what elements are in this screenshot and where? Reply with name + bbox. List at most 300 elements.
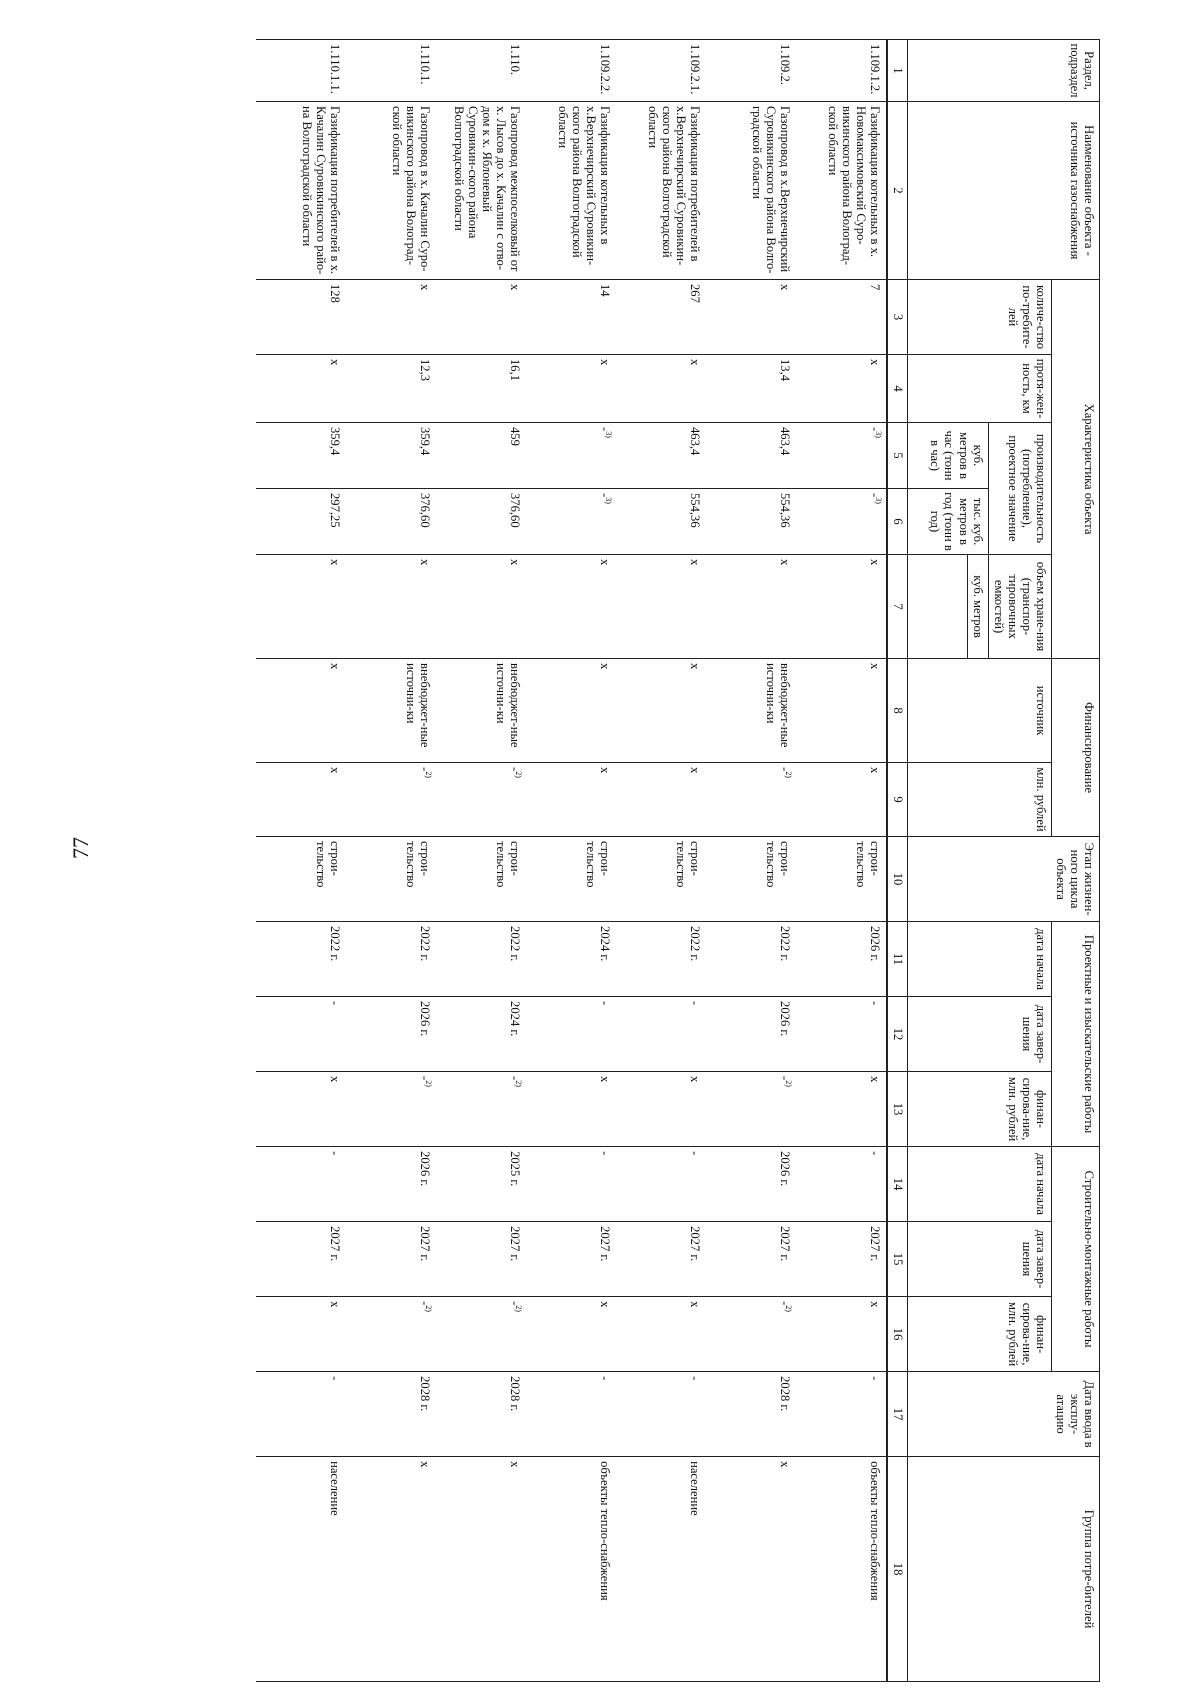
rotated-table-container <box>160 39 1100 1679</box>
footnote-marker: 2) <box>784 1080 794 1087</box>
cell-value: - <box>778 1301 793 1306</box>
cell-value: х <box>328 559 343 566</box>
cell-value: 128 <box>328 284 343 303</box>
cell-value: объекты тепло-снабжения <box>598 1461 613 1601</box>
cell-value: 1.109.2.2. <box>598 44 613 95</box>
header-mln-rub: млн. рублей <box>907 763 1051 837</box>
cell-c8 <box>796 659 887 763</box>
cell-value: Газификация потребителей в х. Качалин Суровикинского райо-на Волгоградской области <box>300 106 343 275</box>
cell-c8 <box>346 659 436 763</box>
cell-value: 2025 г. <box>508 1151 523 1187</box>
header-section: Раздел, подраздел <box>907 40 1099 102</box>
cell-c9 <box>256 763 346 837</box>
column-number: 5 <box>887 423 907 489</box>
cell-c14 <box>346 1147 436 1222</box>
cell-value: 376,60 <box>508 493 523 528</box>
cell-value: х <box>598 767 613 774</box>
column-number: 15 <box>887 1222 907 1297</box>
cell-value: 2027 г. <box>328 1226 343 1262</box>
header-construction-financing: финан-сирова-ние, млн. рублей <box>907 1297 1051 1372</box>
cell-value: х <box>598 1076 613 1083</box>
cell-c8 <box>706 659 796 763</box>
header-consumer-group: Группа потре-бителей <box>907 1457 1099 1682</box>
cell-c18 <box>796 1457 887 1682</box>
header-source: источник <box>907 659 1051 763</box>
cell-c10 <box>526 837 616 922</box>
cell-value: 297,25 <box>328 493 343 528</box>
cell-value: - <box>868 1376 883 1381</box>
cell-c14 <box>436 1147 526 1222</box>
cell-c15 <box>346 1222 436 1297</box>
cell-c11 <box>346 922 436 997</box>
footnote-marker: 3) <box>604 431 614 438</box>
cell-c9 <box>616 763 706 837</box>
cell-c9 <box>346 763 436 837</box>
cell-name <box>706 102 796 280</box>
cell-value: строи-тельство <box>584 841 613 888</box>
cell-value: - <box>868 1001 883 1006</box>
cell-value: строи-тельство <box>404 841 433 888</box>
cell-value: - <box>328 1376 343 1381</box>
header-capacity: производительность (потребление), проектное значение <box>988 423 1051 555</box>
cell-c6 <box>526 489 616 555</box>
header-design-end: дата завер-шения <box>907 997 1051 1072</box>
cell-c7 <box>706 555 796 659</box>
cell-c7 <box>796 555 887 659</box>
header-financing: Финансирование <box>1052 659 1100 837</box>
cell-c12 <box>346 997 436 1072</box>
cell-value: х <box>418 1461 433 1468</box>
cell-c13 <box>436 1072 526 1147</box>
cell-value: внебюджет-ные источни-ки <box>764 663 793 748</box>
cell-value: 463,4 <box>688 427 703 456</box>
cell-c9 <box>796 763 887 837</box>
cell-value: 2027 г. <box>868 1226 883 1262</box>
table-row <box>256 40 346 1682</box>
cell-value: х <box>598 359 613 366</box>
cell-value: население <box>328 1461 343 1516</box>
cell-value: 2027 г. <box>778 1226 793 1262</box>
cell-value: 12,3 <box>418 359 433 382</box>
cell-c14 <box>616 1147 706 1222</box>
page-number: 77 <box>68 837 93 859</box>
cell-value: - <box>418 1301 433 1306</box>
column-number: 16 <box>887 1297 907 1372</box>
cell-value: х <box>868 559 883 566</box>
cell-section <box>346 40 436 102</box>
cell-name <box>796 102 887 280</box>
cell-c5 <box>256 423 346 489</box>
column-number: 13 <box>887 1072 907 1147</box>
header-storage-unit: куб. метров <box>967 555 988 659</box>
cell-value: Газификация котельных в х.Верхнечирский Суровикин-ского района Волгоградской области <box>556 106 613 266</box>
cell-value: - <box>598 1151 613 1156</box>
header-design-start: дата начала <box>907 922 1051 997</box>
cell-value: 1.109.1.2. <box>868 44 883 95</box>
cell-value: 2026 г. <box>778 1151 793 1187</box>
gas-supply-table <box>256 39 1100 1682</box>
cell-value: х <box>508 1461 523 1468</box>
footnote-marker: 3) <box>874 497 884 504</box>
cell-c17 <box>796 1372 887 1457</box>
cell-c5 <box>346 423 436 489</box>
cell-c12 <box>616 997 706 1072</box>
cell-c6 <box>706 489 796 555</box>
cell-c10 <box>706 837 796 922</box>
cell-c7 <box>526 555 616 659</box>
cell-c18 <box>256 1457 346 1682</box>
cell-value: х <box>328 359 343 366</box>
header-construction-start: дата начала <box>907 1147 1051 1222</box>
header-lifecycle: Этап жизнен-ного цикла объекта <box>907 837 1099 922</box>
cell-value: х <box>688 359 703 366</box>
cell-c10 <box>436 837 526 922</box>
cell-c15 <box>436 1222 526 1297</box>
cell-value: 1.110.1. <box>418 44 433 85</box>
cell-value: - <box>688 1376 703 1381</box>
cell-c3 <box>346 280 436 355</box>
cell-section <box>436 40 526 102</box>
cell-value: - <box>598 1376 613 1381</box>
cell-section <box>526 40 616 102</box>
column-number: 8 <box>887 659 907 763</box>
cell-value: 2026 г. <box>868 926 883 962</box>
cell-c7 <box>346 555 436 659</box>
table-row <box>616 40 706 1682</box>
column-number: 9 <box>887 763 907 837</box>
cell-c6 <box>346 489 436 555</box>
cell-value: х <box>778 559 793 566</box>
header-consumers-count: количе-ство по-требите-лей <box>907 280 1051 355</box>
table-row <box>796 40 887 1682</box>
cell-c13 <box>346 1072 436 1147</box>
cell-value: 359,4 <box>418 427 433 456</box>
header-storage: объем хране-ния (транспор-тировочных емкостей) <box>988 555 1051 659</box>
cell-c17 <box>256 1372 346 1457</box>
cell-c10 <box>346 837 436 922</box>
cell-value: 2022 г. <box>778 926 793 962</box>
cell-value: х <box>418 559 433 566</box>
cell-c15 <box>616 1222 706 1297</box>
cell-value: 2028 г. <box>508 1376 523 1412</box>
footnote-marker: 2) <box>424 771 434 778</box>
cell-c5 <box>436 423 526 489</box>
cell-c16 <box>796 1297 887 1372</box>
cell-c11 <box>526 922 616 997</box>
cell-value: 2026 г. <box>418 1151 433 1187</box>
cell-c18 <box>436 1457 526 1682</box>
cell-section <box>616 40 706 102</box>
cell-value: - <box>778 767 793 772</box>
cell-value: - <box>598 1001 613 1006</box>
column-number: 4 <box>887 355 907 423</box>
cell-c12 <box>436 997 526 1072</box>
cell-value: х <box>868 767 883 774</box>
cell-value: х <box>598 1301 613 1308</box>
cell-name <box>616 102 706 280</box>
cell-value: х <box>688 1076 703 1083</box>
cell-value: 376,60 <box>418 493 433 528</box>
cell-c11 <box>796 922 887 997</box>
cell-value: х <box>328 1076 343 1083</box>
cell-c17 <box>616 1372 706 1457</box>
cell-c16 <box>346 1297 436 1372</box>
cell-c18 <box>526 1457 616 1682</box>
cell-value: - <box>688 1001 703 1006</box>
cell-value: Газификация котельных в х. Новомаксимовский Суро-викинского района Волоград-ской области <box>826 106 883 266</box>
cell-value: 2027 г. <box>418 1226 433 1262</box>
cell-value: 2022 г. <box>688 926 703 962</box>
cell-c3 <box>256 280 346 355</box>
footnote-marker: 2) <box>514 1080 524 1087</box>
cell-section <box>796 40 887 102</box>
cell-c9 <box>526 763 616 837</box>
cell-c12 <box>526 997 616 1072</box>
cell-c8 <box>256 659 346 763</box>
cell-value: 554,36 <box>778 493 793 528</box>
cell-c14 <box>526 1147 616 1222</box>
cell-value: - <box>688 1151 703 1156</box>
footnote-marker: 2) <box>424 1305 434 1312</box>
cell-value: 2026 г. <box>418 1001 433 1037</box>
cell-c6 <box>796 489 887 555</box>
cell-value: 1.110. <box>508 44 523 76</box>
cell-value: 1.109.2. <box>778 44 793 85</box>
cell-value: - <box>418 767 433 772</box>
column-number: 10 <box>887 837 907 922</box>
cell-value: х <box>868 663 883 670</box>
cell-value: Газификация потребителей в х.Верхнечирский Суровикин-ского района Волгоградской области <box>646 106 703 266</box>
cell-value: - <box>418 1076 433 1081</box>
cell-value: - <box>508 767 523 772</box>
footnote-marker: 2) <box>784 1305 794 1312</box>
cell-value: население <box>688 1461 703 1516</box>
cell-value: 267 <box>688 284 703 303</box>
cell-c13 <box>796 1072 887 1147</box>
header-commissioning: Дата ввода в эксплу-атацию <box>907 1372 1099 1457</box>
column-number: 11 <box>887 922 907 997</box>
cell-value: х <box>778 1461 793 1468</box>
footnote-marker: 2) <box>784 771 794 778</box>
cell-name <box>436 102 526 280</box>
cell-value: х <box>688 663 703 670</box>
cell-value: внебюджет-ные источни-ки <box>404 663 433 748</box>
cell-value: 2028 г. <box>778 1376 793 1412</box>
cell-value: - <box>868 427 883 432</box>
column-number: 1 <box>887 40 907 102</box>
cell-c3 <box>616 280 706 355</box>
cell-value: 1.109.2.1. <box>688 44 703 95</box>
footnote-marker: 2) <box>514 1305 524 1312</box>
cell-value: х <box>328 1301 343 1308</box>
cell-value: строи-тельство <box>314 841 343 888</box>
cell-name <box>346 102 436 280</box>
cell-value: 2022 г. <box>508 926 523 962</box>
cell-section <box>256 40 346 102</box>
cell-c4 <box>616 355 706 423</box>
cell-c16 <box>256 1297 346 1372</box>
table-row <box>436 40 526 1682</box>
cell-c13 <box>526 1072 616 1147</box>
cell-c15 <box>796 1222 887 1297</box>
column-number: 2 <box>887 102 907 280</box>
cell-value: строи-тельство <box>494 841 523 888</box>
cell-c6 <box>616 489 706 555</box>
cell-c15 <box>526 1222 616 1297</box>
cell-c16 <box>616 1297 706 1372</box>
cell-name <box>526 102 616 280</box>
footnote-marker: 2) <box>424 1080 434 1087</box>
cell-value: строи-тельство <box>764 841 793 888</box>
cell-c17 <box>526 1372 616 1457</box>
column-number: 17 <box>887 1372 907 1457</box>
footnote-marker: 2) <box>514 771 524 778</box>
column-number: 7 <box>887 555 907 659</box>
cell-value: строи-тельство <box>674 841 703 888</box>
cell-value: х <box>868 1301 883 1308</box>
cell-value: Газопровод в х. Качалин Суро-викинского района Волоград-ской области <box>390 106 433 272</box>
cell-c4 <box>526 355 616 423</box>
footnote-marker: 3) <box>874 431 884 438</box>
cell-value: 2026 г. <box>778 1001 793 1037</box>
cell-value: 459 <box>508 427 523 446</box>
cell-value: х <box>778 284 793 291</box>
cell-value: х <box>688 1301 703 1308</box>
cell-value: 7 <box>868 284 883 291</box>
cell-value: 554,36 <box>688 493 703 528</box>
table-row <box>526 40 616 1682</box>
cell-value: х <box>328 663 343 670</box>
header-capacity-year: тыс. куб. метров в год (тонн в год) <box>907 489 988 555</box>
cell-value: х <box>418 284 433 291</box>
cell-value: - <box>508 1076 523 1081</box>
cell-c17 <box>346 1372 436 1457</box>
cell-value: 14 <box>598 284 613 297</box>
cell-c4 <box>436 355 526 423</box>
cell-c5 <box>616 423 706 489</box>
header-construction-end: дата завер-шения <box>907 1222 1051 1297</box>
cell-c9 <box>436 763 526 837</box>
cell-c12 <box>256 997 346 1072</box>
footnote-marker: 3) <box>604 497 614 504</box>
cell-value: - <box>508 1301 523 1306</box>
cell-c3 <box>436 280 526 355</box>
cell-c6 <box>256 489 346 555</box>
cell-c4 <box>706 355 796 423</box>
cell-c16 <box>436 1297 526 1372</box>
cell-c13 <box>256 1072 346 1147</box>
column-number: 18 <box>887 1457 907 1682</box>
cell-value: 2027 г. <box>688 1226 703 1262</box>
column-number: 3 <box>887 280 907 355</box>
cell-c4 <box>346 355 436 423</box>
cell-value: 13,4 <box>778 359 793 382</box>
cell-c7 <box>436 555 526 659</box>
cell-c13 <box>616 1072 706 1147</box>
column-number: 6 <box>887 489 907 555</box>
cell-value: - <box>598 493 613 498</box>
cell-c9 <box>706 763 796 837</box>
cell-c5 <box>796 423 887 489</box>
cell-c18 <box>346 1457 436 1682</box>
cell-value: х <box>328 767 343 774</box>
cell-value: 2024 г. <box>508 1001 523 1037</box>
cell-value: внебюджет-ные источни-ки <box>494 663 523 748</box>
cell-value: 2022 г. <box>328 926 343 962</box>
cell-value: 1.110.1.1. <box>328 44 343 94</box>
cell-c16 <box>706 1297 796 1372</box>
column-number-row <box>887 40 907 1682</box>
cell-value: строи-тельство <box>854 841 883 888</box>
cell-c14 <box>796 1147 887 1222</box>
cell-c14 <box>256 1147 346 1222</box>
cell-value: 2027 г. <box>508 1226 523 1262</box>
cell-c7 <box>616 555 706 659</box>
cell-value: - <box>328 1151 343 1156</box>
cell-c8 <box>616 659 706 763</box>
cell-value: 2022 г. <box>418 926 433 962</box>
cell-value: 2028 г. <box>418 1376 433 1412</box>
cell-c3 <box>796 280 887 355</box>
cell-value: - <box>778 1076 793 1081</box>
cell-name <box>256 102 346 280</box>
cell-c13 <box>706 1072 796 1147</box>
cell-value: - <box>328 1001 343 1006</box>
table-body <box>256 40 887 1682</box>
header-design-works: Проектные и изыскательские работы <box>1052 922 1100 1147</box>
cell-value: х <box>868 359 883 366</box>
cell-value: х <box>598 559 613 566</box>
cell-section <box>706 40 796 102</box>
cell-c8 <box>526 659 616 763</box>
cell-c5 <box>706 423 796 489</box>
cell-c7 <box>256 555 346 659</box>
cell-value: х <box>598 663 613 670</box>
cell-value: х <box>688 559 703 566</box>
cell-value: объекты тепло-снабжения <box>868 1461 883 1601</box>
cell-c6 <box>436 489 526 555</box>
cell-c18 <box>706 1457 796 1682</box>
cell-value: 359,4 <box>328 427 343 456</box>
cell-c18 <box>616 1457 706 1682</box>
cell-c11 <box>616 922 706 997</box>
table-row <box>706 40 796 1682</box>
cell-c17 <box>706 1372 796 1457</box>
cell-c8 <box>436 659 526 763</box>
cell-c4 <box>256 355 346 423</box>
column-number: 14 <box>887 1147 907 1222</box>
cell-value: Газопровод межпоселковый от х. Лысов до х. Качалин с отво-дом к х. Яблоневый Суровикин-ского района Волгоградской области <box>452 106 523 272</box>
cell-c5 <box>526 423 616 489</box>
table-row <box>346 40 436 1682</box>
cell-c10 <box>796 837 887 922</box>
cell-c10 <box>616 837 706 922</box>
cell-value: х <box>508 284 523 291</box>
cell-value: - <box>598 427 613 432</box>
cell-value: - <box>868 493 883 498</box>
header-characteristics: Характеристика объекта <box>1052 280 1100 659</box>
cell-value: х <box>688 767 703 774</box>
cell-value: х <box>508 559 523 566</box>
cell-c17 <box>436 1372 526 1457</box>
header-construction-works: Строительно-монтажные работы <box>1052 1147 1100 1372</box>
cell-c3 <box>706 280 796 355</box>
header-length: протя-жен-ность, км <box>907 355 1051 423</box>
cell-c12 <box>706 997 796 1072</box>
cell-value: Газопровод в х.Верхнечирский Суровикинского района Волго-градской области <box>750 106 793 274</box>
cell-value: - <box>868 1151 883 1156</box>
cell-c14 <box>706 1147 796 1222</box>
